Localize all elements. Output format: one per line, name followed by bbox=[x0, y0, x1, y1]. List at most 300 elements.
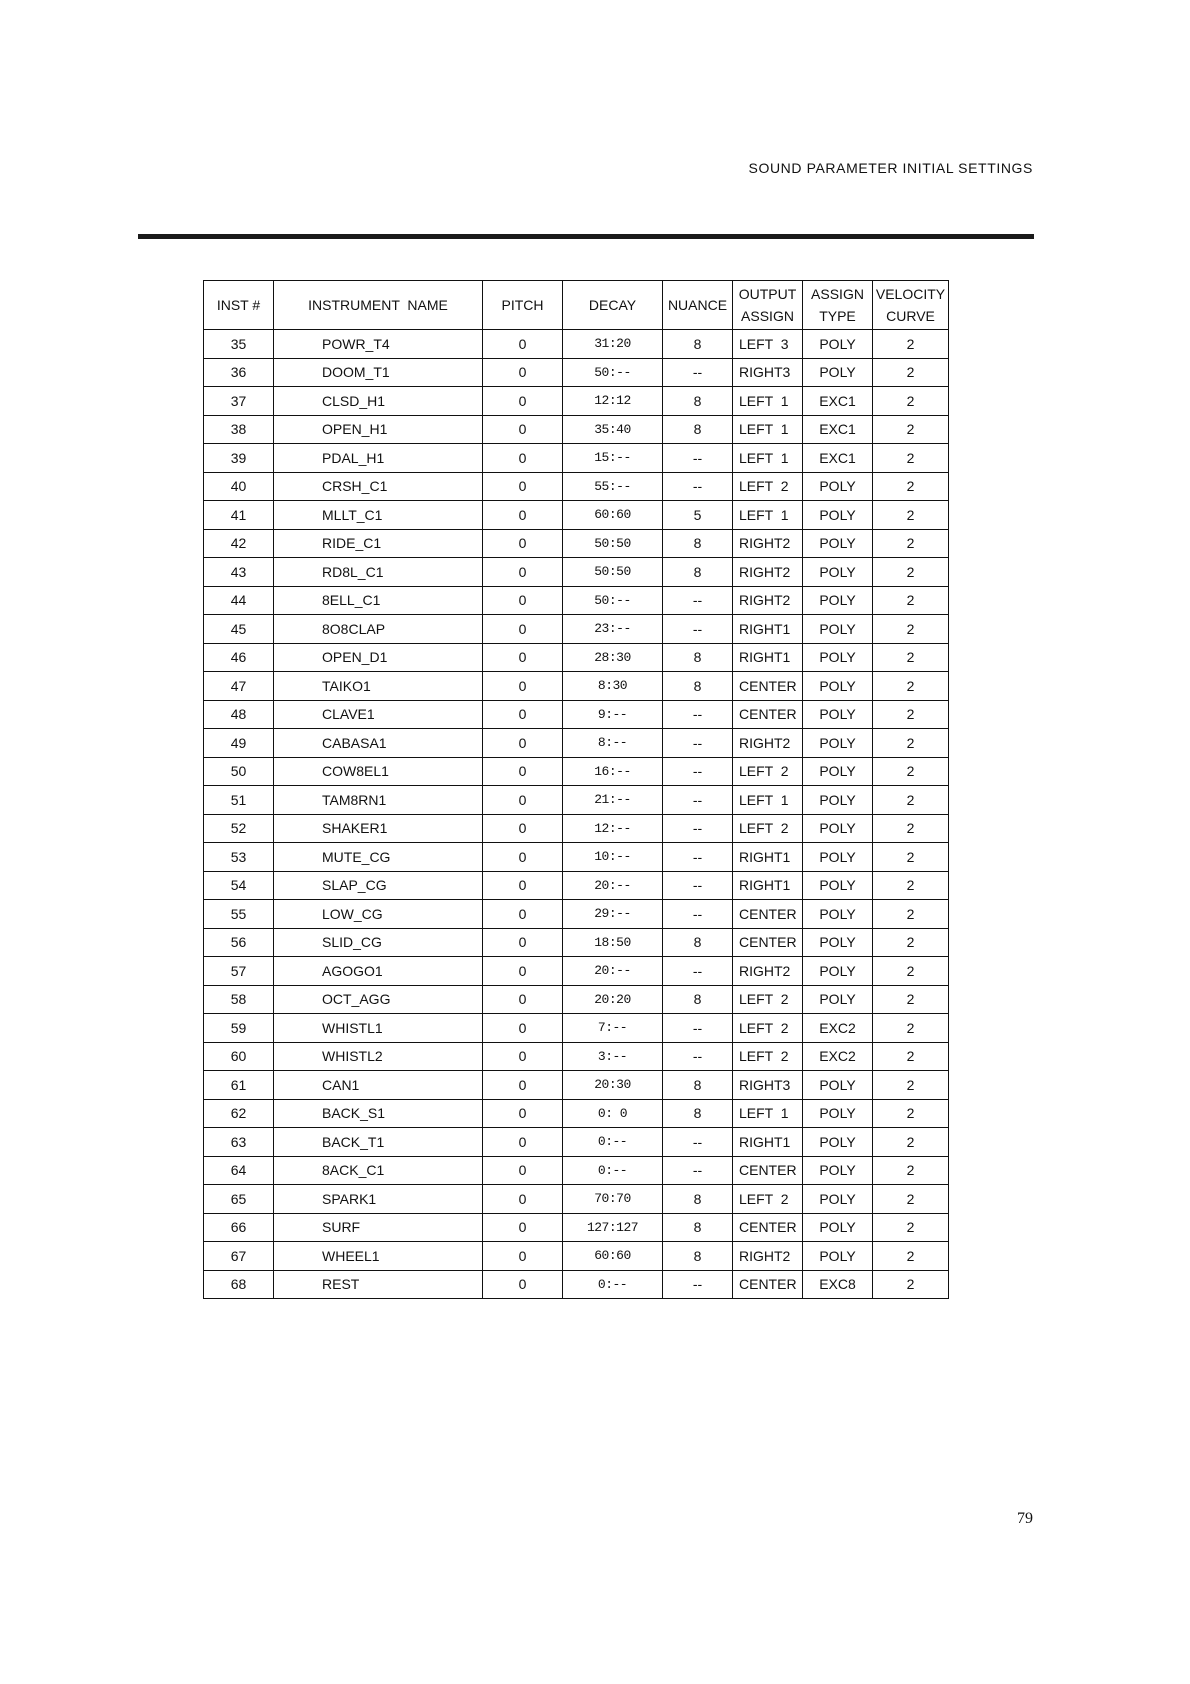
decay-cell: 12:12 bbox=[563, 387, 663, 416]
pitch-cell: 0 bbox=[483, 1156, 563, 1185]
pitch-cell: 0 bbox=[483, 757, 563, 786]
inst-number-cell: 49 bbox=[204, 729, 274, 758]
output-assign-cell: RIGHT3 bbox=[733, 358, 803, 387]
output-assign-cell: LEFT 2 bbox=[733, 985, 803, 1014]
velocity-curve-cell: 2 bbox=[873, 472, 949, 501]
velocity-curve-cell: 2 bbox=[873, 330, 949, 359]
instrument-name-cell: SURF bbox=[274, 1213, 483, 1242]
table-row bbox=[204, 700, 949, 729]
table-row bbox=[204, 415, 949, 444]
pitch-cell: 0 bbox=[483, 1042, 563, 1071]
decay-cell: 10:-- bbox=[563, 843, 663, 872]
inst-number-cell: 65 bbox=[204, 1185, 274, 1214]
pitch-cell: 0 bbox=[483, 1242, 563, 1271]
assign-type-cell: POLY bbox=[803, 1156, 873, 1185]
output-assign-cell: RIGHT2 bbox=[733, 529, 803, 558]
pitch-cell: 0 bbox=[483, 985, 563, 1014]
pitch-cell: 0 bbox=[483, 843, 563, 872]
inst-number-cell: 40 bbox=[204, 472, 274, 501]
inst-number-cell: 59 bbox=[204, 1014, 274, 1043]
table-row bbox=[204, 1242, 949, 1271]
column-header-line2: CURVE bbox=[886, 308, 935, 324]
inst-number-cell: 45 bbox=[204, 615, 274, 644]
output-assign-cell: CENTER bbox=[733, 1213, 803, 1242]
output-assign-cell: LEFT 1 bbox=[733, 444, 803, 473]
output-assign-cell: RIGHT2 bbox=[733, 729, 803, 758]
instrument-name-cell: 8ELL_C1 bbox=[274, 586, 483, 615]
pitch-cell: 0 bbox=[483, 1099, 563, 1128]
table-row bbox=[204, 729, 949, 758]
table-row bbox=[204, 1071, 949, 1100]
output-assign-cell: LEFT 1 bbox=[733, 501, 803, 530]
table-row bbox=[204, 1185, 949, 1214]
velocity-curve-cell: 2 bbox=[873, 871, 949, 900]
inst-number-cell: 48 bbox=[204, 700, 274, 729]
nuance-cell: -- bbox=[663, 957, 733, 986]
assign-type-cell: POLY bbox=[803, 558, 873, 587]
inst-number-cell: 58 bbox=[204, 985, 274, 1014]
velocity-curve-cell: 2 bbox=[873, 415, 949, 444]
nuance-cell: 8 bbox=[663, 1213, 733, 1242]
instrument-name-cell: SLAP_CG bbox=[274, 871, 483, 900]
nuance-cell: -- bbox=[663, 1014, 733, 1043]
output-assign-cell: RIGHT3 bbox=[733, 1071, 803, 1100]
velocity-curve-cell: 2 bbox=[873, 786, 949, 815]
decay-cell: 35:40 bbox=[563, 415, 663, 444]
assign-type-cell: EXC2 bbox=[803, 1014, 873, 1043]
table-row bbox=[204, 871, 949, 900]
decay-cell: 23:-- bbox=[563, 615, 663, 644]
velocity-curve-cell: 2 bbox=[873, 529, 949, 558]
velocity-curve-cell: 2 bbox=[873, 672, 949, 701]
decay-cell: 29:-- bbox=[563, 900, 663, 929]
velocity-curve-cell: 2 bbox=[873, 700, 949, 729]
assign-type-cell: POLY bbox=[803, 1213, 873, 1242]
table-row bbox=[204, 1099, 949, 1128]
instrument-name-cell: WHEEL1 bbox=[274, 1242, 483, 1271]
instrument-name-cell: CRSH_C1 bbox=[274, 472, 483, 501]
pitch-cell: 0 bbox=[483, 729, 563, 758]
table-row bbox=[204, 957, 949, 986]
table-row bbox=[204, 615, 949, 644]
nuance-cell: -- bbox=[663, 444, 733, 473]
instrument-name-cell: CLSD_H1 bbox=[274, 387, 483, 416]
velocity-curve-cell: 2 bbox=[873, 729, 949, 758]
nuance-cell: 8 bbox=[663, 1071, 733, 1100]
instrument-name-cell: CLAVE1 bbox=[274, 700, 483, 729]
pitch-cell: 0 bbox=[483, 387, 563, 416]
decay-cell: 9:-- bbox=[563, 700, 663, 729]
output-assign-cell: RIGHT1 bbox=[733, 643, 803, 672]
decay-cell: 50:50 bbox=[563, 529, 663, 558]
decay-cell: 50:-- bbox=[563, 586, 663, 615]
column-header-line1: INSTRUMENT NAME bbox=[308, 297, 448, 313]
inst-number-cell: 56 bbox=[204, 928, 274, 957]
assign-type-cell: POLY bbox=[803, 1242, 873, 1271]
velocity-curve-cell: 2 bbox=[873, 387, 949, 416]
nuance-cell: -- bbox=[663, 871, 733, 900]
pitch-cell: 0 bbox=[483, 444, 563, 473]
instrument-name-cell: WHISTL1 bbox=[274, 1014, 483, 1043]
output-assign-cell: RIGHT2 bbox=[733, 586, 803, 615]
nuance-cell: -- bbox=[663, 900, 733, 929]
decay-cell: 0: 0 bbox=[563, 1099, 663, 1128]
output-assign-cell: CENTER bbox=[733, 700, 803, 729]
inst-number-cell: 38 bbox=[204, 415, 274, 444]
table-row bbox=[204, 472, 949, 501]
assign-type-cell: POLY bbox=[803, 501, 873, 530]
assign-type-cell: POLY bbox=[803, 757, 873, 786]
velocity-curve-cell: 2 bbox=[873, 928, 949, 957]
assign-type-cell: POLY bbox=[803, 1099, 873, 1128]
table-row bbox=[204, 786, 949, 815]
instrument-name-cell: PDAL_H1 bbox=[274, 444, 483, 473]
decay-cell: 12:-- bbox=[563, 814, 663, 843]
velocity-curve-cell: 2 bbox=[873, 814, 949, 843]
instrument-name-cell: RD8L_C1 bbox=[274, 558, 483, 587]
inst-number-cell: 55 bbox=[204, 900, 274, 929]
inst-number-cell: 35 bbox=[204, 330, 274, 359]
assign-type-cell: EXC8 bbox=[803, 1270, 873, 1299]
inst-number-cell: 51 bbox=[204, 786, 274, 815]
nuance-cell: 8 bbox=[663, 985, 733, 1014]
decay-cell: 0:-- bbox=[563, 1128, 663, 1157]
decay-cell: 0:-- bbox=[563, 1156, 663, 1185]
instrument-name-cell: CABASA1 bbox=[274, 729, 483, 758]
table-row bbox=[204, 1014, 949, 1043]
instrument-name-cell: SPARK1 bbox=[274, 1185, 483, 1214]
nuance-cell: -- bbox=[663, 615, 733, 644]
velocity-curve-cell: 2 bbox=[873, 985, 949, 1014]
instrument-name-cell: CAN1 bbox=[274, 1071, 483, 1100]
output-assign-cell: RIGHT1 bbox=[733, 871, 803, 900]
column-header bbox=[803, 281, 873, 330]
table-row bbox=[204, 900, 949, 929]
output-assign-cell: LEFT 1 bbox=[733, 415, 803, 444]
output-assign-cell: CENTER bbox=[733, 928, 803, 957]
pitch-cell: 0 bbox=[483, 957, 563, 986]
output-assign-cell: CENTER bbox=[733, 1270, 803, 1299]
decay-cell: 20:-- bbox=[563, 957, 663, 986]
nuance-cell: 8 bbox=[663, 387, 733, 416]
table-row bbox=[204, 387, 949, 416]
decay-cell: 28:30 bbox=[563, 643, 663, 672]
nuance-cell: -- bbox=[663, 1270, 733, 1299]
velocity-curve-cell: 2 bbox=[873, 1270, 949, 1299]
inst-number-cell: 67 bbox=[204, 1242, 274, 1271]
table-row bbox=[204, 501, 949, 530]
assign-type-cell: EXC1 bbox=[803, 415, 873, 444]
inst-number-cell: 68 bbox=[204, 1270, 274, 1299]
pitch-cell: 0 bbox=[483, 1270, 563, 1299]
nuance-cell: -- bbox=[663, 1156, 733, 1185]
output-assign-cell: RIGHT2 bbox=[733, 957, 803, 986]
inst-number-cell: 52 bbox=[204, 814, 274, 843]
inst-number-cell: 57 bbox=[204, 957, 274, 986]
table-row bbox=[204, 985, 949, 1014]
instrument-name-cell: SLID_CG bbox=[274, 928, 483, 957]
pitch-cell: 0 bbox=[483, 643, 563, 672]
output-assign-cell: RIGHT2 bbox=[733, 1242, 803, 1271]
table-row bbox=[204, 1042, 949, 1071]
output-assign-cell: LEFT 1 bbox=[733, 387, 803, 416]
pitch-cell: 0 bbox=[483, 928, 563, 957]
column-header bbox=[873, 281, 949, 330]
velocity-curve-cell: 2 bbox=[873, 1014, 949, 1043]
nuance-cell: 8 bbox=[663, 415, 733, 444]
velocity-curve-cell: 2 bbox=[873, 1128, 949, 1157]
assign-type-cell: POLY bbox=[803, 900, 873, 929]
table-row bbox=[204, 558, 949, 587]
nuance-cell: -- bbox=[663, 700, 733, 729]
pitch-cell: 0 bbox=[483, 558, 563, 587]
velocity-curve-cell: 2 bbox=[873, 444, 949, 473]
velocity-curve-cell: 2 bbox=[873, 900, 949, 929]
inst-number-cell: 66 bbox=[204, 1213, 274, 1242]
pitch-cell: 0 bbox=[483, 586, 563, 615]
output-assign-cell: LEFT 1 bbox=[733, 1099, 803, 1128]
assign-type-cell: POLY bbox=[803, 957, 873, 986]
nuance-cell: -- bbox=[663, 586, 733, 615]
velocity-curve-cell: 2 bbox=[873, 558, 949, 587]
nuance-cell: -- bbox=[663, 757, 733, 786]
page-number: 79 bbox=[1017, 1510, 1033, 1527]
column-header bbox=[563, 281, 663, 330]
velocity-curve-cell: 2 bbox=[873, 957, 949, 986]
decay-cell: 55:-- bbox=[563, 472, 663, 501]
table-row bbox=[204, 444, 949, 473]
velocity-curve-cell: 2 bbox=[873, 1071, 949, 1100]
column-header-line2: ASSIGN bbox=[741, 308, 794, 324]
nuance-cell: 8 bbox=[663, 643, 733, 672]
instrument-name-cell: TAIKO1 bbox=[274, 672, 483, 701]
instrument-name-cell: REST bbox=[274, 1270, 483, 1299]
decay-cell: 7:-- bbox=[563, 1014, 663, 1043]
instrument-name-cell: 8O8CLAP bbox=[274, 615, 483, 644]
pitch-cell: 0 bbox=[483, 330, 563, 359]
inst-number-cell: 46 bbox=[204, 643, 274, 672]
nuance-cell: 8 bbox=[663, 1099, 733, 1128]
instrument-name-cell: BACK_T1 bbox=[274, 1128, 483, 1157]
assign-type-cell: POLY bbox=[803, 814, 873, 843]
pitch-cell: 0 bbox=[483, 900, 563, 929]
sound-parameter-table bbox=[203, 280, 949, 1299]
pitch-cell: 0 bbox=[483, 615, 563, 644]
assign-type-cell: POLY bbox=[803, 786, 873, 815]
inst-number-cell: 39 bbox=[204, 444, 274, 473]
instrument-name-cell: SHAKER1 bbox=[274, 814, 483, 843]
header-rule bbox=[138, 234, 1034, 239]
instrument-name-cell: POWR_T4 bbox=[274, 330, 483, 359]
output-assign-cell: LEFT 2 bbox=[733, 1014, 803, 1043]
table-row bbox=[204, 529, 949, 558]
decay-cell: 50:50 bbox=[563, 558, 663, 587]
velocity-curve-cell: 2 bbox=[873, 615, 949, 644]
velocity-curve-cell: 2 bbox=[873, 358, 949, 387]
column-header-line1: NUANCE bbox=[667, 297, 728, 313]
column-header-line2: TYPE bbox=[819, 308, 856, 324]
table-row bbox=[204, 586, 949, 615]
assign-type-cell: EXC2 bbox=[803, 1042, 873, 1071]
instrument-name-cell: WHISTL2 bbox=[274, 1042, 483, 1071]
inst-number-cell: 47 bbox=[204, 672, 274, 701]
velocity-curve-cell: 2 bbox=[873, 1242, 949, 1271]
decay-cell: 21:-- bbox=[563, 786, 663, 815]
instrument-name-cell: TAM8RN1 bbox=[274, 786, 483, 815]
table-row bbox=[204, 1156, 949, 1185]
nuance-cell: 8 bbox=[663, 529, 733, 558]
instrument-name-cell: 8ACK_C1 bbox=[274, 1156, 483, 1185]
output-assign-cell: RIGHT2 bbox=[733, 558, 803, 587]
inst-number-cell: 63 bbox=[204, 1128, 274, 1157]
column-header-line1: DECAY bbox=[588, 297, 637, 313]
assign-type-cell: POLY bbox=[803, 1071, 873, 1100]
column-header-line1: INST # bbox=[216, 297, 261, 313]
velocity-curve-cell: 2 bbox=[873, 843, 949, 872]
output-assign-cell: LEFT 2 bbox=[733, 1185, 803, 1214]
output-assign-cell: LEFT 2 bbox=[733, 814, 803, 843]
assign-type-cell: EXC1 bbox=[803, 387, 873, 416]
velocity-curve-cell: 2 bbox=[873, 757, 949, 786]
inst-number-cell: 60 bbox=[204, 1042, 274, 1071]
velocity-curve-cell: 2 bbox=[873, 1042, 949, 1071]
pitch-cell: 0 bbox=[483, 1185, 563, 1214]
table-row bbox=[204, 1128, 949, 1157]
inst-number-cell: 62 bbox=[204, 1099, 274, 1128]
velocity-curve-cell: 2 bbox=[873, 643, 949, 672]
decay-cell: 50:-- bbox=[563, 358, 663, 387]
inst-number-cell: 50 bbox=[204, 757, 274, 786]
decay-cell: 3:-- bbox=[563, 1042, 663, 1071]
output-assign-cell: CENTER bbox=[733, 1156, 803, 1185]
assign-type-cell: POLY bbox=[803, 871, 873, 900]
table-row bbox=[204, 843, 949, 872]
table-row bbox=[204, 358, 949, 387]
column-header-line1: PITCH bbox=[501, 297, 544, 313]
inst-number-cell: 53 bbox=[204, 843, 274, 872]
nuance-cell: 8 bbox=[663, 1242, 733, 1271]
output-assign-cell: LEFT 2 bbox=[733, 1042, 803, 1071]
assign-type-cell: POLY bbox=[803, 928, 873, 957]
decay-cell: 60:60 bbox=[563, 501, 663, 530]
instrument-name-cell: AGOGO1 bbox=[274, 957, 483, 986]
decay-cell: 70:70 bbox=[563, 1185, 663, 1214]
assign-type-cell: POLY bbox=[803, 672, 873, 701]
nuance-cell: -- bbox=[663, 729, 733, 758]
output-assign-cell: LEFT 2 bbox=[733, 472, 803, 501]
assign-type-cell: POLY bbox=[803, 700, 873, 729]
instrument-name-cell: LOW_CG bbox=[274, 900, 483, 929]
assign-type-cell: POLY bbox=[803, 529, 873, 558]
assign-type-cell: POLY bbox=[803, 1128, 873, 1157]
instrument-name-cell: MUTE_CG bbox=[274, 843, 483, 872]
pitch-cell: 0 bbox=[483, 1071, 563, 1100]
output-assign-cell: RIGHT1 bbox=[733, 843, 803, 872]
nuance-cell: -- bbox=[663, 358, 733, 387]
assign-type-cell: POLY bbox=[803, 1185, 873, 1214]
table-row bbox=[204, 1213, 949, 1242]
inst-number-cell: 54 bbox=[204, 871, 274, 900]
assign-type-cell: POLY bbox=[803, 330, 873, 359]
nuance-cell: -- bbox=[663, 1128, 733, 1157]
inst-number-cell: 37 bbox=[204, 387, 274, 416]
pitch-cell: 0 bbox=[483, 501, 563, 530]
nuance-cell: -- bbox=[663, 814, 733, 843]
inst-number-cell: 42 bbox=[204, 529, 274, 558]
inst-number-cell: 44 bbox=[204, 586, 274, 615]
instrument-name-cell: RIDE_C1 bbox=[274, 529, 483, 558]
table-row bbox=[204, 643, 949, 672]
assign-type-cell: EXC1 bbox=[803, 444, 873, 473]
column-header-line1: ASSIGN bbox=[811, 286, 864, 302]
pitch-cell: 0 bbox=[483, 529, 563, 558]
assign-type-cell: POLY bbox=[803, 643, 873, 672]
table-row bbox=[204, 1270, 949, 1299]
column-header bbox=[483, 281, 563, 330]
decay-cell: 31:20 bbox=[563, 330, 663, 359]
pitch-cell: 0 bbox=[483, 672, 563, 701]
instrument-name-cell: DOOM_T1 bbox=[274, 358, 483, 387]
assign-type-cell: POLY bbox=[803, 985, 873, 1014]
assign-type-cell: POLY bbox=[803, 358, 873, 387]
nuance-cell: -- bbox=[663, 786, 733, 815]
table-body bbox=[204, 330, 949, 1299]
assign-type-cell: POLY bbox=[803, 615, 873, 644]
pitch-cell: 0 bbox=[483, 1213, 563, 1242]
pitch-cell: 0 bbox=[483, 786, 563, 815]
pitch-cell: 0 bbox=[483, 1014, 563, 1043]
assign-type-cell: POLY bbox=[803, 729, 873, 758]
decay-cell: 16:-- bbox=[563, 757, 663, 786]
inst-number-cell: 36 bbox=[204, 358, 274, 387]
nuance-cell: 8 bbox=[663, 330, 733, 359]
pitch-cell: 0 bbox=[483, 700, 563, 729]
column-header bbox=[663, 281, 733, 330]
nuance-cell: 8 bbox=[663, 928, 733, 957]
output-assign-cell: RIGHT1 bbox=[733, 1128, 803, 1157]
pitch-cell: 0 bbox=[483, 415, 563, 444]
decay-cell: 0:-- bbox=[563, 1270, 663, 1299]
column-header-line1: VELOCITY bbox=[875, 286, 946, 302]
velocity-curve-cell: 2 bbox=[873, 586, 949, 615]
assign-type-cell: POLY bbox=[803, 472, 873, 501]
output-assign-cell: LEFT 2 bbox=[733, 757, 803, 786]
decay-cell: 15:-- bbox=[563, 444, 663, 473]
nuance-cell: 5 bbox=[663, 501, 733, 530]
table-row bbox=[204, 330, 949, 359]
pitch-cell: 0 bbox=[483, 814, 563, 843]
velocity-curve-cell: 2 bbox=[873, 501, 949, 530]
output-assign-cell: LEFT 1 bbox=[733, 786, 803, 815]
instrument-name-cell: OPEN_H1 bbox=[274, 415, 483, 444]
table-row bbox=[204, 814, 949, 843]
nuance-cell: 8 bbox=[663, 672, 733, 701]
inst-number-cell: 43 bbox=[204, 558, 274, 587]
decay-cell: 8:-- bbox=[563, 729, 663, 758]
instrument-name-cell: OPEN_D1 bbox=[274, 643, 483, 672]
output-assign-cell: RIGHT1 bbox=[733, 615, 803, 644]
pitch-cell: 0 bbox=[483, 871, 563, 900]
column-header bbox=[733, 281, 803, 330]
decay-cell: 60:60 bbox=[563, 1242, 663, 1271]
decay-cell: 20:20 bbox=[563, 985, 663, 1014]
assign-type-cell: POLY bbox=[803, 843, 873, 872]
velocity-curve-cell: 2 bbox=[873, 1099, 949, 1128]
output-assign-cell: CENTER bbox=[733, 900, 803, 929]
pitch-cell: 0 bbox=[483, 1128, 563, 1157]
decay-cell: 8:30 bbox=[563, 672, 663, 701]
instrument-name-cell: COW8EL1 bbox=[274, 757, 483, 786]
